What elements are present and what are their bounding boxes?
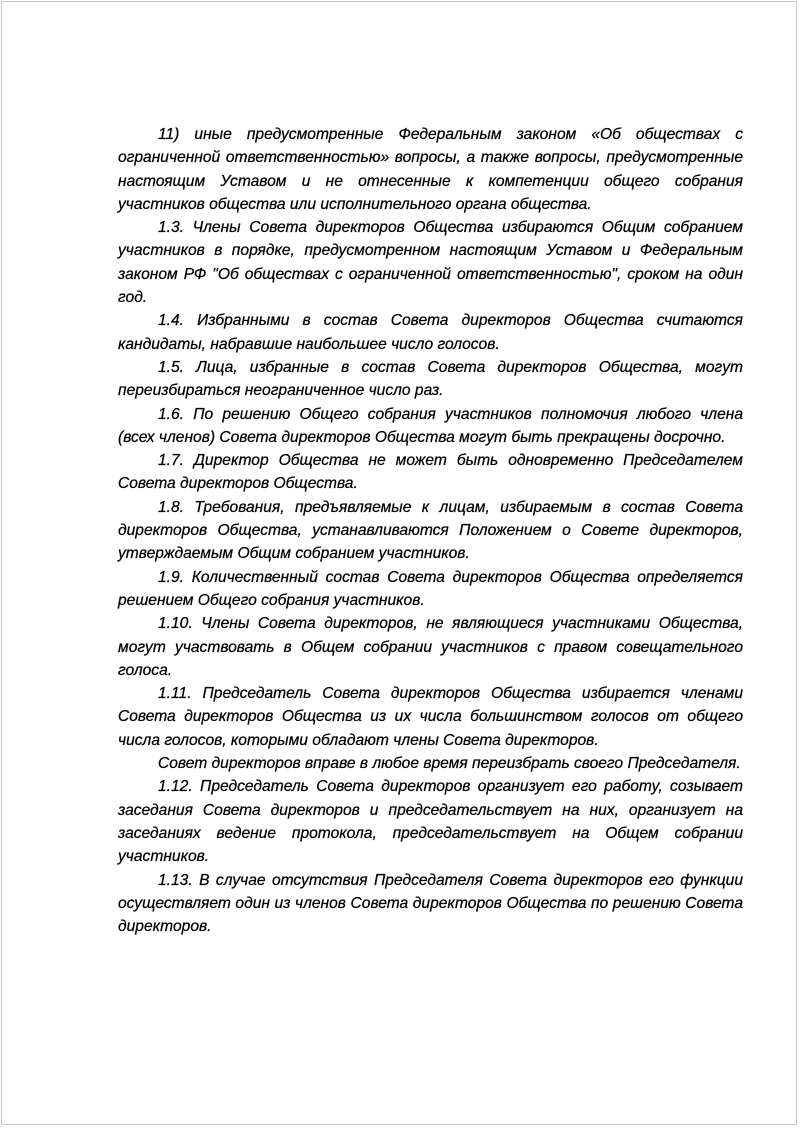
paragraph-1-4: 1.4. Избранными в состав Совета директоров Общества считаются кандидаты, набравшие наибольшее число голосов.: [118, 312, 743, 353]
paragraph-1-7: 1.7. Директор Общества не может быть одновременно Председателем Совета директоров Общества.: [118, 452, 743, 493]
document-page: [1, 1, 797, 1125]
paragraph-1-10: 1.10. Члены Совета директоров, не являющиеся участниками Общества, могут участвовать в Общем собрании участников с правом совещательного голоса.: [118, 615, 743, 679]
paragraph-1-11: 1.11. Председатель Совета директоров Общества избирается членами Совета директоров Общества из их числа большинством голосов от общего числа голосов, которыми обладают члены Совета директоров.: [118, 685, 743, 749]
paragraph-1-8: 1.8. Требования, предъявляемые к лицам, избираемым в состав Совета директоров Общества, устанавливаются Положением о Совете директоров, утверждаемым Общим собранием участников.: [118, 498, 743, 563]
paragraph-1-9: 1.9. Количественный состав Совета директоров Общества определяется решением Общего собрания участников.: [118, 568, 743, 609]
paragraph-1-5: 1.5. Лица, избранные в состав Совета директоров Общества, могут переизбираться неограниченное число раз.: [118, 358, 743, 400]
paragraph-1-6: 1.6. По решению Общего собрания участников полномочия любого члена (всех членов) Совета директоров Общества могут быть прекращены досрочно.: [118, 405, 743, 446]
paragraph-1-12: 1.12. Председатель Совета директоров организует его работу, созывает заседания Совета директоров и председательствует на них, организует на заседаниях ведение протокола, председательствует на Общем собрании участников.: [118, 778, 743, 866]
paragraph-1-13: 1.13. В случае отсутствия Председателя Совета директоров его функции осуществляет один из членов Совета директоров Общества по решению Совета директоров.: [118, 871, 743, 936]
paragraph-1-3: 1.3. Члены Совета директоров Общества избираются Общим собранием участников в порядке, предусмотренном настоящим Уставом и Федеральным законом РФ "Об обществах с ограниченной ответственностью", сроком на один год.: [118, 219, 743, 307]
document-body: [118, 123, 743, 938]
paragraph-competence-item-11: 11) иные предусмотренные Федеральным законом «Об обществах с ограниченной ответственностью» вопросы, а также вопросы, предусмотренные настоящим Уставом и не отнесенные к компетенции общего собрания участников общества или исполнительного органа общества.: [118, 126, 743, 213]
paragraph-chairman-reelection: Совет директоров вправе в любое время переизбрать своего Председателя.: [158, 755, 741, 773]
